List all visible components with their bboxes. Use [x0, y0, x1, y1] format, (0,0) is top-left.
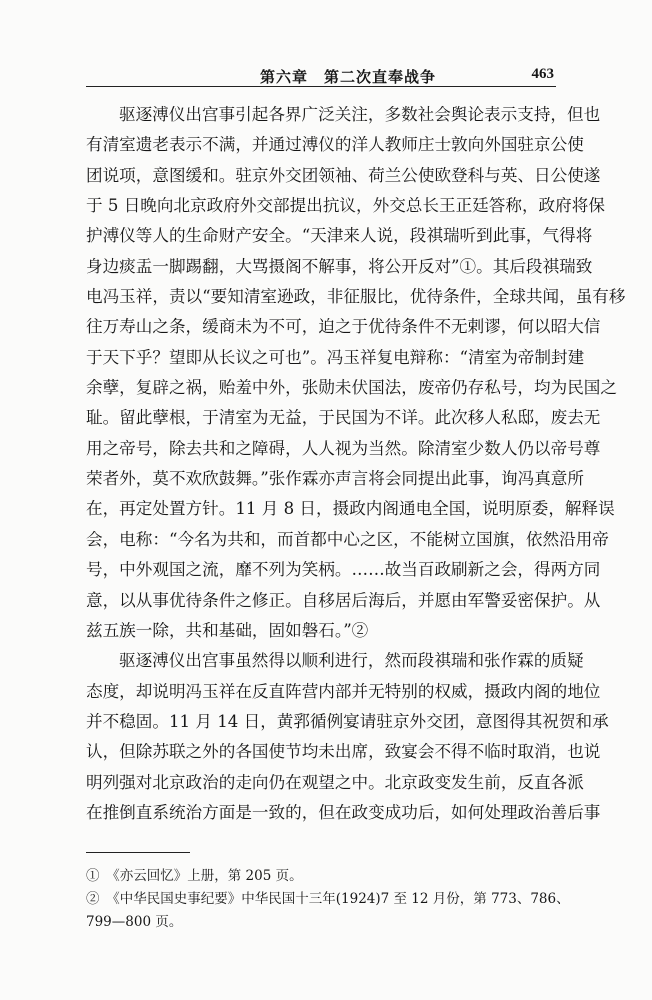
page-number: 463 [531, 66, 554, 82]
footnote-2: ② 《中华民国史事纪要》中华民国十三年(1924)7 至 12 月份，第 773、786、 [86, 891, 570, 907]
text-line: 护溥仪等人的生命财产安全。“天津来人说，段祺瑞听到此事，气得将 [86, 226, 593, 246]
text-line: 用之帝号，除去共和之障碍，人人视为当然。除清室少数人仍以帝号尊 [86, 438, 601, 458]
text-line: 会，电称：“今名为共和，而首都中心之区，不能树立国旗，依然沿用帝 [86, 529, 609, 549]
text-line: 在推倒直系统治方面是一致的，但在政变成功后，如何处理政治善后事 [86, 802, 601, 822]
text-line: 余孽，复辟之祸，贻羞中外，张勋未伏国法，废帝仍存私号，均为民国之 [86, 378, 617, 398]
text-line: 驱逐溥仪出宫事引起各界广泛关注，多数社会舆论表示支持，但也 [119, 105, 601, 124]
footnote-divider [86, 852, 190, 853]
text-line: 号，中外观国之流，靡不列为笑柄。……故当百政刷新之会，得两方同 [86, 560, 601, 580]
text-line: 身边痰盂一脚踢翻，大骂摄阁不解事，将公开反对”①。其后段祺瑞致 [86, 256, 593, 276]
text-line: 并不稳固。11 月 14 日，黄郛循例宴请驻京外交团，意图得其祝贺和承 [86, 711, 609, 731]
text-line: 在，再定处置方针。11 月 8 日，摄政内阁通电全国，说明原委，解释误 [86, 499, 615, 519]
footnote-1: ① 《亦云回忆》上册，第 205 页。 [86, 868, 303, 884]
text-line: 团说项，意图缓和。驻京外交团领袖、荷兰公使欧登科与英、日公使遂 [86, 165, 601, 185]
text-line: 认，但除苏联之外的各国使节均未出席，致宴会不得不临时取消，也说 [86, 742, 601, 762]
footnotes [86, 865, 570, 934]
text-line: 往万寿山之条，缓商未为不可，迫之于优待条件不无剌谬，何以昭大信 [86, 317, 601, 337]
page-header [86, 64, 556, 87]
body-text [86, 100, 626, 828]
text-line: 电冯玉祥，责以“要知清室逊政，非征服比，优待条件，全球共闻，虽有移 [86, 287, 626, 307]
text-line: 驱逐溥仪出宫事虽然得以顺利进行，然而段祺瑞和张作霖的质疑 [119, 651, 584, 671]
text-line: 荣者外，莫不欢欣鼓舞。”张作霖亦声言将会同提出此事，询冯真意所 [86, 469, 584, 489]
text-line: 明列强对北京政治的走向仍在观望之中。北京政变发生前，反直各派 [86, 772, 584, 792]
footnote-2-continued: 799—800 页。 [86, 914, 183, 930]
running-title: 第六章 第二次直奉战争 [260, 68, 437, 86]
text-line: 于天下乎？望即从长议之可也”。冯玉祥复电辩称：“清室为帝制封建 [86, 347, 585, 367]
text-line: 态度，却说明冯玉祥在反直阵营内部并无特别的权威，摄政内阁的地位 [86, 681, 601, 701]
text-line: 耻。留此孽根，于清室为无益，于民国为不详。此次移人私邸，废去无 [86, 408, 601, 428]
text-line: 于 5 日晚向北京政府外交部提出抗议，外交总长王正廷答称，政府将保 [86, 196, 605, 216]
text-line: 兹五族一除，共和基础，固如磐石。”② [86, 620, 369, 640]
text-line: 有清室遗老表示不满，并通过溥仪的洋人教师庄士敦向外国驻京公使 [86, 135, 584, 155]
text-line: 意，以从事优待条件之修正。自移居后海后，并愿由军警妥密保护。从 [86, 590, 601, 610]
